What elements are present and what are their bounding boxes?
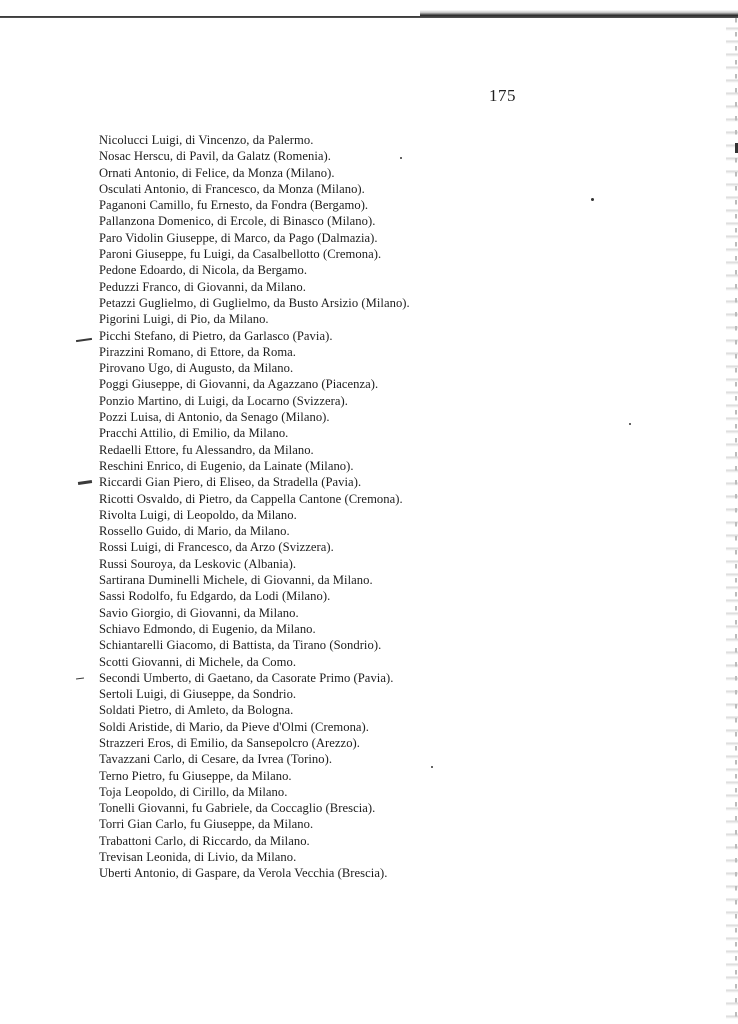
scan-speck	[400, 157, 402, 159]
list-item: Poggi Giuseppe, di Giovanni, da Agazzano (Piacenza).	[99, 377, 379, 392]
list-item: Pedone Edoardo, di Nicola, da Bergamo.	[99, 263, 308, 278]
list-item: Savio Giorgio, di Giovanni, da Milano.	[99, 605, 299, 620]
name-list	[99, 132, 699, 882]
list-item: Picchi Stefano, di Pietro, da Garlasco (Pavia).	[99, 328, 333, 343]
list-item: Redaelli Ettore, fu Alessandro, da Milano.	[99, 442, 314, 457]
pencil-tick-mark	[76, 677, 84, 679]
list-item: Toja Leopoldo, di Cirillo, da Milano.	[99, 784, 288, 799]
list-item: Sertoli Luigi, di Giuseppe, da Sondrio.	[99, 687, 297, 702]
list-item: Pigorini Luigi, di Pio, da Milano.	[99, 312, 269, 327]
list-item: Pracchi Attilio, di Emilio, da Milano.	[99, 426, 289, 441]
list-item: Soldati Pietro, di Amleto, da Bologna.	[99, 703, 294, 718]
pencil-tick-mark	[76, 338, 92, 342]
list-item: Sassi Rodolfo, fu Edgardo, da Lodi (Milano).	[99, 589, 331, 604]
list-item: Secondi Umberto, di Gaetano, da Casorate Primo (Pavia).	[99, 670, 394, 685]
list-item: Schiavo Edmondo, di Eugenio, da Milano.	[99, 621, 316, 636]
list-item: Sartirana Duminelli Michele, di Giovanni, da Milano.	[99, 573, 373, 588]
list-item: Petazzi Guglielmo, di Guglielmo, da Busto Arsizio (Milano).	[99, 295, 410, 310]
list-item: Pirazzini Romano, di Ettore, da Roma.	[99, 344, 297, 359]
list-item: Russi Souroya, da Leskovic (Albania).	[99, 556, 297, 571]
list-item: Riccardi Gian Piero, di Eliseo, da Stradella (Pavia).	[99, 475, 362, 490]
list-item: Soldi Aristide, di Mario, da Pieve d'Olmi (Cremona).	[99, 719, 370, 734]
list-item: Pallanzona Domenico, di Ercole, di Binasco (Milano).	[99, 214, 376, 229]
list-item: Tonelli Giovanni, fu Gabriele, da Coccaglio (Brescia).	[99, 801, 376, 816]
list-item: Rossello Guido, di Mario, da Milano.	[99, 524, 290, 539]
list-item: Paganoni Camillo, fu Ernesto, da Fondra (Bergamo).	[99, 198, 369, 213]
list-item: Ricotti Osvaldo, di Pietro, da Cappella Cantone (Cremona).	[99, 491, 403, 506]
list-item: Paro Vidolin Giuseppe, di Marco, da Pago (Dalmazia).	[99, 230, 378, 245]
scan-right-edge	[726, 18, 738, 1024]
list-item: Trevisan Leonida, di Livio, da Milano.	[99, 850, 297, 865]
scan-top-edge-blank	[0, 0, 420, 16]
list-item: Paroni Giuseppe, fu Luigi, da Casalbellotto (Cremona).	[99, 247, 382, 262]
pencil-tick-mark	[78, 480, 92, 485]
list-item: Terno Pietro, fu Giuseppe, da Milano.	[99, 768, 292, 783]
list-item: Rivolta Luigi, di Leopoldo, da Milano.	[99, 507, 297, 522]
scan-speck	[629, 423, 631, 425]
scan-speck	[591, 198, 594, 201]
list-item: Pozzi Luisa, di Antonio, da Senago (Milano).	[99, 410, 330, 425]
list-item: Strazzeri Eros, di Emilio, da Sansepolcro (Arezzo).	[99, 735, 360, 750]
list-item: Peduzzi Franco, di Giovanni, da Milano.	[99, 279, 306, 294]
list-item: Uberti Antonio, di Gaspare, da Verola Vecchia (Brescia).	[99, 866, 388, 881]
scan-speck	[431, 766, 433, 768]
list-item: Ornati Antonio, di Felice, da Monza (Milano).	[99, 165, 335, 180]
list-item: Trabattoni Carlo, di Riccardo, da Milano.	[99, 833, 310, 848]
list-item: Tavazzani Carlo, di Cesare, da Ivrea (Torino).	[99, 752, 333, 767]
list-item: Reschini Enrico, di Eugenio, da Lainate (Milano).	[99, 458, 354, 473]
list-item: Osculati Antonio, di Francesco, da Monza (Milano).	[99, 181, 365, 196]
list-item: Pirovano Ugo, di Augusto, da Milano.	[99, 361, 294, 376]
list-item: Rossi Luigi, di Francesco, da Arzo (Svizzera).	[99, 540, 334, 555]
list-item: Torri Gian Carlo, fu Giuseppe, da Milano.	[99, 817, 314, 832]
list-item: Nosac Herscu, di Pavil, da Galatz (Romenia).	[99, 149, 331, 164]
list-item: Nicolucci Luigi, di Vincenzo, da Palermo.	[99, 133, 314, 147]
list-item: Scotti Giovanni, di Michele, da Como.	[99, 654, 297, 669]
list-item: Ponzio Martino, di Luigi, da Locarno (Svizzera).	[99, 393, 348, 408]
page-number: 175	[489, 86, 516, 105]
list-item: Schiantarelli Giacomo, di Battista, da Tirano (Sondrio).	[99, 638, 382, 653]
